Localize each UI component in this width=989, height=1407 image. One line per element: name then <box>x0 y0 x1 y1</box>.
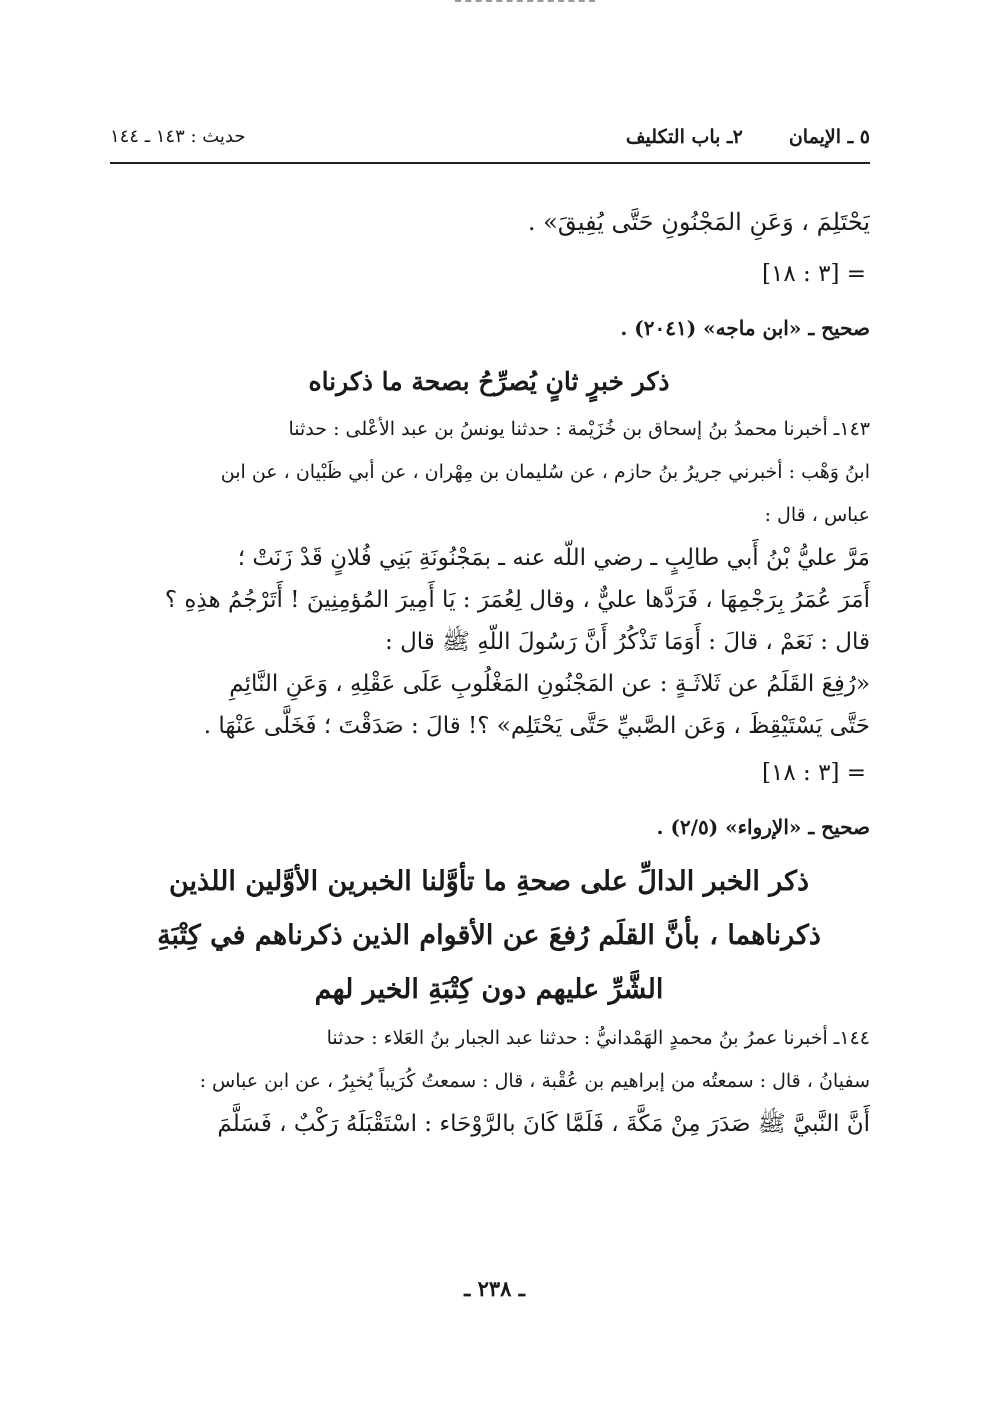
hadith-143-matn-line-3: قال : نَعَمْ ، قالَ : أَوَمَا تَذْكُرُ أَنَّ رَسُولَ اللّهِ ﷺ قال : <box>385 629 870 655</box>
hadith-143-matn-line-1: مَرَّ عليُّ بْنُ أَبي طالِبٍ ـ رضي اللّه عنه ـ بمَجْنُونَةِ بَنِي فُلانٍ قَدْ زَنَتْ ؛ <box>237 545 870 571</box>
hadith-143-ref: = [٣ : ١٨] <box>762 760 866 786</box>
hadith-143-matn-line-2: أَمَرَ عُمَرُ بِرَجْمِهَا ، فَرَدَّها عليٌّ ، وقال لِعُمَرَ : يَا أَمِيرَ المُؤمِنِينَ ! أَتَرْجُمُ هذِهِ ؟ <box>164 587 870 613</box>
hadith-143-isnad-line-1: ١٤٣ـ أخبرنا محمدُ بنُ إسحاق بن خُزَيْمة : حدثنا يونسُ بن عبد الأعْلى : حدثنا <box>288 418 870 440</box>
hadith-144-isnad-line-1: ١٤٤ـ أخبرنا عمرُ بنُ محمدٍ الهَمْدانيُّ : حدثنا عبد الجبار بنُ العَلاء : حدثنا <box>326 1027 870 1049</box>
page-body <box>108 196 870 1145</box>
scan-artifact-mark <box>455 0 595 6</box>
hadith-143-matn-line-5: حَتَّى يَسْتَيْقِظَ ، وَعَن الصَّبيِّ حَتَّى يَحْتَلِم» ؟! قالَ : صَدَقْتَ ؛ فَخَلَّى عَنْهَا . <box>203 713 870 739</box>
prev-hadith-grade: صحيح ـ «ابن ماجه» (٢٠٤١) . <box>620 316 870 340</box>
prev-hadith-ref: = [٣ : ١٨] <box>762 261 866 287</box>
hadith-144-isnad-line-2: سفيانُ ، قال : سمعتُه من إبراهيم بن عُقْبة ، قال : سمعتُ كُرَيباً يُخبِرُ ، عن ابن عباس : <box>199 1070 870 1092</box>
page-number: ـ ٢٣٨ ـ <box>464 1276 525 1301</box>
section-heading-1: ذكر خبرٍ ثانٍ يُصرِّحُ بصحة ما ذكرناه <box>308 367 670 396</box>
section-heading-2-line-2: ذكرناهما ، بأنَّ القلَم رُفعَ عن الأقوام الذين ذكرناهم في كِتْبَةِ <box>157 920 821 951</box>
header-section: ٢ـ باب التكليف <box>625 126 743 148</box>
section-heading-2-line-1: ذكر الخبر الدالِّ على صحةِ ما تأوَّلنا الخبرين الأوَّلين اللذين <box>168 866 810 897</box>
hadith-143-isnad-line-2: ابنُ وَهْب : أخبرني جريرُ بنُ حازم ، عن سُليمان بن مِهْران ، عن أبي ظَبْيان ، عن ابن <box>220 461 870 483</box>
header-title-group <box>626 126 870 148</box>
hadith-143-isnad-line-3: عباس ، قال : <box>764 504 870 526</box>
section-heading-2-line-3: الشَّرِّ عليهم دون كِتْبَةِ الخير لهم <box>314 974 664 1005</box>
hadith-143-matn-line-4: «رُفِعَ القَلَمُ عن ثَلاثَـةٍ : عن المَجْنُونِ المَغْلُوبِ عَلَى عَقْلِهِ ، وَعَنِ النَّائِمِ <box>229 671 870 697</box>
header-divider <box>110 162 870 164</box>
header-hadith-range: حديث : ١٤٣ ـ ١٤٤ <box>110 126 246 147</box>
hadith-143-grade: صحيح ـ «الإرواء» (٢/٥) . <box>656 815 870 839</box>
hadith-144-matn-line-1: أَنَّ النَّبيَّ ﷺ صَدَرَ مِنْ مَكَّةَ ، فَلَمَّا كَانَ بالرَّوْحَاء : اسْتَقْبَلَهُ رَكْبٌ ، فَسَلَّمَ <box>217 1111 870 1137</box>
prev-hadith-text: يَحْتَلِمَ ، وَعَنِ المَجْنُونِ حَتَّى يُفِيقَ» . <box>527 208 870 236</box>
header-chapter: ٥ ـ الإيمان <box>788 126 870 148</box>
running-header <box>110 126 870 160</box>
section-heading-2 <box>108 855 870 1017</box>
